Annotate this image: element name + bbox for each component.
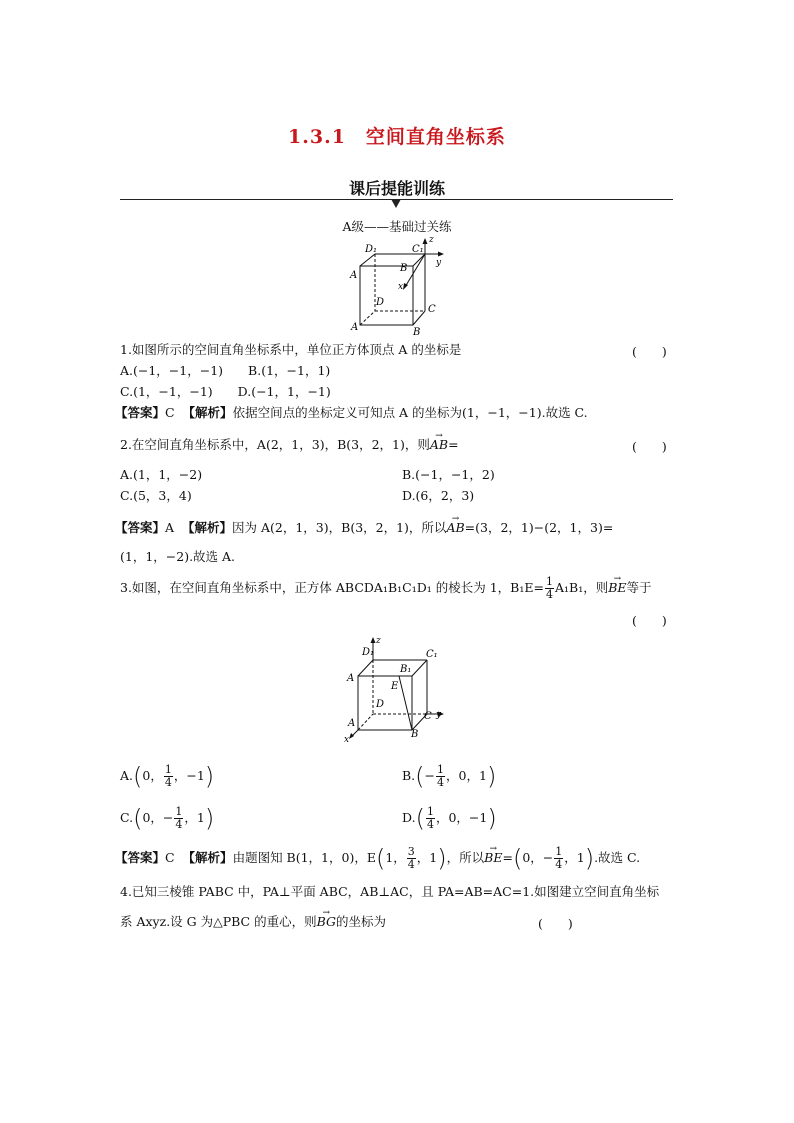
q2-option-b: B.(−1，−1，2) (402, 467, 495, 482)
fig2-label-b1: B₁ (400, 664, 412, 675)
q3-answer-blank: ( ) (632, 613, 667, 628)
q1-stem: 1.如图所示的空间直角坐标系中，单位正方体顶点 A 的坐标是 (120, 342, 462, 357)
fig1-label-y: y (436, 258, 442, 268)
fig1-label-d1: D₁ (365, 244, 378, 255)
cube-figure-1 (345, 237, 455, 337)
q3-option-a: A.(0， $\frac{1}{4}$ ，−1) (120, 762, 215, 791)
q3-option-d: D.( $\frac{1}{4}$ ，0，−1) (402, 804, 497, 833)
q4-stem-line2: 系 Axyz.设 G 为△PBC 的重心，则→ BG的坐标为 (120, 914, 386, 930)
fig2-label-b: B (411, 729, 419, 740)
answer-tag: 【答案】 (115, 405, 166, 420)
q1-answer: C (165, 405, 175, 420)
q2-option-a: A.(1，1，−2) (120, 467, 203, 482)
q3-answer: C (165, 850, 175, 865)
analysis-tag: 【解析】 (182, 405, 233, 420)
q2-stem: 2.在空间直角坐标系中，A(2，1，3)，B(3，2，1)，则→ AB= (120, 437, 459, 453)
q2-analysis-line2: (1，1，−2).故选 A. (120, 549, 236, 564)
q3-option-c: C.(0，− $\frac{1}{4}$ ，1) (120, 804, 215, 833)
cube-figure-2 (343, 636, 453, 744)
q1-answer-line (115, 405, 588, 421)
fig1-label-z: z (429, 237, 434, 245)
vector-ab: → AB (430, 437, 448, 453)
fig2-label-x: x (344, 735, 350, 744)
q3-answer-line: 【答案】C 【解析】由题图知 B(1，1，0)，E(1， $\frac{3}{4}$ ，1)，所以→ BE=(0，− $\frac{1}{4}$ ，1).故选 C. (115, 844, 640, 873)
fig1-label-a: A (351, 322, 359, 333)
q1-options-ab: A.(−1，−1，−1) B.(1，−1，1) (120, 363, 331, 378)
fig1-label-d: D (376, 297, 385, 308)
q2-answer-line: 【答案】A 【解析】因为 A(2，1，3)，B(3，2，1)，所以→ AB=(3，2，1)−(2，1，3)= (115, 520, 613, 536)
q2-option-d: D.(6，2，3) (402, 488, 475, 503)
q2-answer: A (165, 520, 175, 535)
page-title: 1.3.1 空间直角坐标系 (288, 126, 506, 148)
fig2-label-a1: A (347, 673, 355, 684)
q1-options-cd: C.(1，−1，−1) D.(−1，1，−1) (120, 384, 331, 399)
fig1-label-c1: C₁ (412, 244, 424, 255)
fig2-label-d: D (376, 699, 385, 710)
fig2-label-c1: C₁ (426, 649, 438, 660)
fig1-label-b: B (413, 327, 421, 337)
divider-triangle-icon (391, 199, 401, 208)
fig1-label-x: x (398, 282, 404, 292)
fig2-label-e: E (391, 681, 399, 692)
q3-stem: 3.如图，在空间直角坐标系中，正方体 ABCDA₁B₁C₁D₁ 的棱长为 1，B₁E= $\frac{1}{4}$ A₁B₁，则→ BE等于 (120, 576, 652, 601)
q1-answer-blank: ( ) (632, 344, 667, 359)
fig2-label-z: z (376, 636, 381, 646)
fig2-label-a: A (348, 718, 356, 729)
fig1-label-b1: B (400, 263, 408, 274)
q4-stem-line1: 4.已知三棱锥 PABC 中，PA⊥平面 ABC，AB⊥AC，且 PA=AB=AC=1.如图建立空间直角坐标 (120, 884, 660, 899)
q2-option-c: C.(5，3，4) (120, 488, 192, 503)
fig1-label-c: C (428, 304, 436, 315)
fig1-label-a1: A (350, 270, 358, 281)
section-title: 课后提能训练 (348, 179, 445, 198)
q4-answer-blank: ( ) (538, 916, 573, 931)
q2-answer-blank: ( ) (632, 439, 667, 454)
q3-option-b: B.(− $\frac{1}{4}$ ，0，1) (402, 762, 497, 791)
level-label: A级——基础过关练 (342, 219, 452, 234)
fig2-label-d1: D₁ (362, 647, 375, 658)
fig2-label-y: y (436, 710, 442, 720)
fig2-label-c: C (424, 711, 432, 722)
q1-analysis: 依据空间点的坐标定义可知点 A 的坐标为(1，−1，−1).故选 C. (232, 405, 588, 420)
